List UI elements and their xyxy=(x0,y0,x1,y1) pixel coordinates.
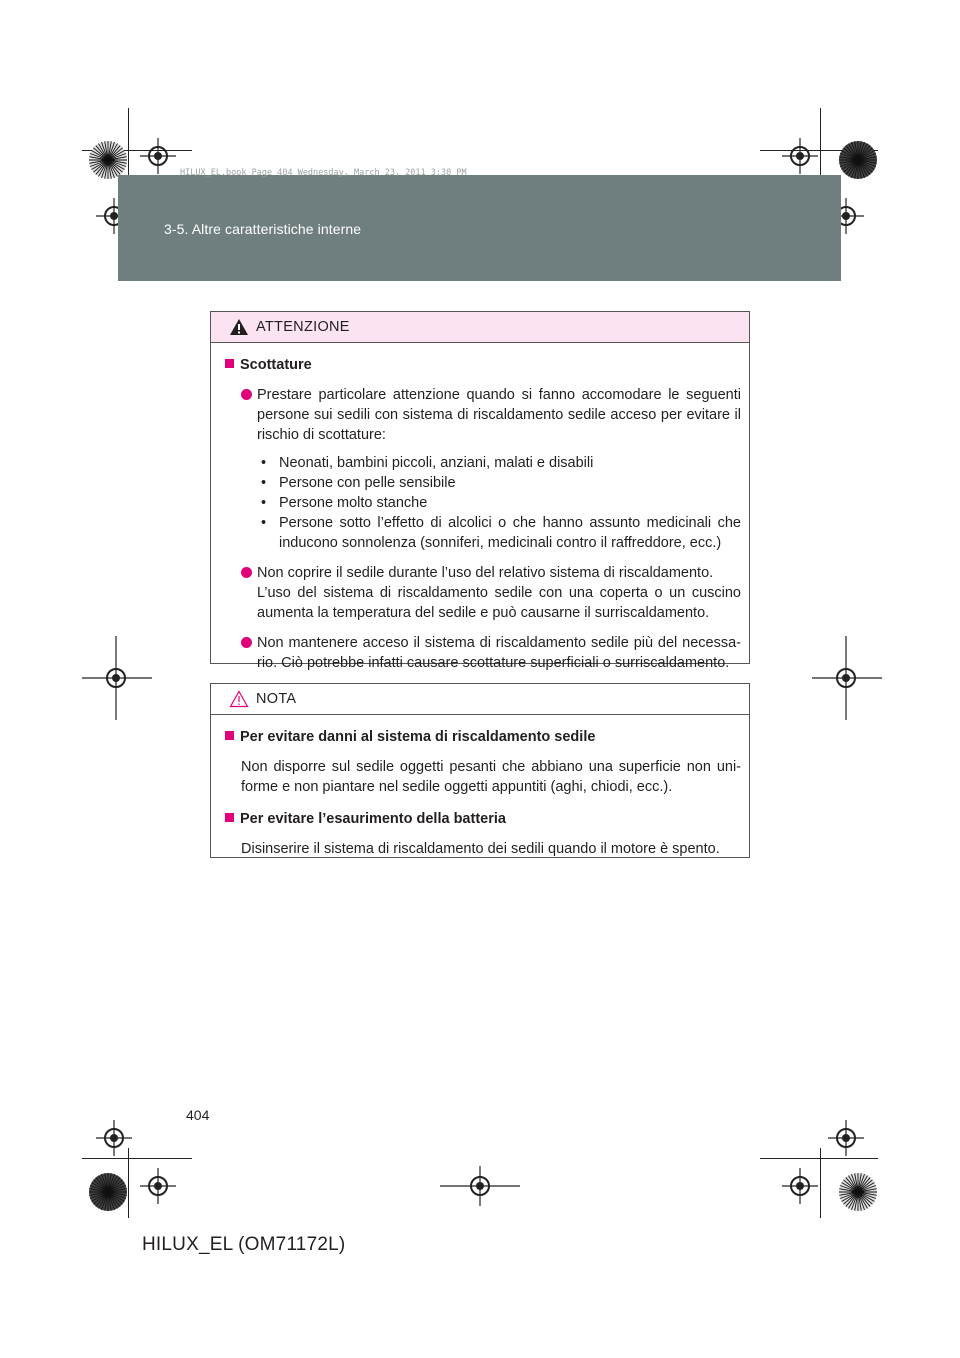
starburst-calibration-mark-icon xyxy=(838,140,878,180)
note-heading xyxy=(225,809,741,829)
bullet-text: Prestare particolare attenzione quando si fanno accomodare le seguenti persone sui sedili con sistema di riscaldamento sedile acceso per evitare il rischio di scottature: xyxy=(257,387,741,443)
sub-marker: • xyxy=(261,495,267,511)
registration-mark-icon xyxy=(440,1166,520,1206)
note-text: Disinserire il sistema di riscaldamento dei sedili quando il motore è spento. xyxy=(241,841,720,857)
sub-marker: • xyxy=(261,515,267,531)
registration-mark-icon xyxy=(782,1168,818,1204)
warning-bullet xyxy=(241,633,741,673)
registration-mark-icon xyxy=(782,138,818,174)
warning-label: ATTENZIONE xyxy=(256,319,350,335)
note-heading xyxy=(225,727,741,747)
caution-triangle-icon xyxy=(229,690,249,708)
warning-heading xyxy=(225,355,741,375)
note-box xyxy=(210,683,750,858)
round-bullet-icon xyxy=(241,389,252,400)
note-label: NOTA xyxy=(256,691,297,707)
document-code: HILUX_EL (OM71172L) xyxy=(142,1234,346,1255)
registration-mark-icon xyxy=(812,636,882,720)
sub-marker: • xyxy=(261,475,267,491)
warning-triangle-icon xyxy=(229,318,249,336)
book-stamp: HILUX_EL.book Page 404 Wednesday, March 23, 2011 3:30 PM xyxy=(180,168,467,178)
warning-header xyxy=(211,312,749,343)
section-title: 3-5. Altre caratteristiche interne xyxy=(164,221,362,237)
note-heading-text: Per evitare danni al sistema di riscaldamento sedile xyxy=(240,729,596,745)
starburst-calibration-mark-icon xyxy=(88,1172,128,1212)
warning-bullet xyxy=(241,563,741,623)
round-bullet-icon xyxy=(241,567,252,578)
registration-mark-icon xyxy=(96,1120,132,1156)
sub-marker: • xyxy=(261,455,267,471)
registration-mark-icon xyxy=(82,636,152,720)
square-bullet-icon xyxy=(225,359,234,368)
bullet-continuation: L’uso del sistema di riscaldamento sedile con una coperta o un cuscino aumenta la temperatura del sedile e può causarne il surriscaldamento. xyxy=(257,585,741,621)
starburst-calibration-mark-icon xyxy=(88,140,128,180)
note-header xyxy=(211,684,749,715)
square-bullet-icon xyxy=(225,731,234,740)
sub-list-item: • Persone sotto l’effetto di alcolici o che hanno assunto medicinali che inducono sonnolenza (sonniferi, medicinali contro il raffreddore, ecc.) xyxy=(257,513,741,553)
trim-line xyxy=(760,1158,878,1159)
warning-box xyxy=(210,311,750,671)
sub-list-item: • Persone molto stanche xyxy=(257,493,741,513)
page-number: 404 xyxy=(186,1107,210,1123)
trim-line xyxy=(82,1158,192,1159)
note-heading-text: Per evitare l’esaurimento della batteria xyxy=(240,811,506,827)
sub-list-item: • Persone con pelle sensibile xyxy=(257,473,741,493)
sub-list xyxy=(257,453,741,553)
registration-mark-icon xyxy=(828,1120,864,1156)
warning-bullet xyxy=(241,385,741,553)
square-bullet-icon xyxy=(225,813,234,822)
bullet-text: Non coprire il sedile durante l’uso del relativo sistema di riscaldamento. xyxy=(257,565,714,581)
round-bullet-icon xyxy=(241,637,252,648)
registration-mark-icon xyxy=(140,138,176,174)
note-text: Non disporre sul sedile oggetti pesanti che abbiano una superficie non uni-forme e non piantare nel sedile oggetti appuntiti (aghi, chiodi, ecc.). xyxy=(241,759,741,795)
bullet-text: Non mantenere acceso il sistema di riscaldamento sedile più del necessa-rio. Ciò potrebbe infatti causare scottature superficiali o surriscaldamento. xyxy=(257,635,741,671)
warning-heading-text: Scottature xyxy=(240,357,312,373)
sub-list-item: • Neonati, bambini piccoli, anziani, malati e disabili xyxy=(257,453,741,473)
starburst-calibration-mark-icon xyxy=(838,1172,878,1212)
registration-mark-icon xyxy=(140,1168,176,1204)
